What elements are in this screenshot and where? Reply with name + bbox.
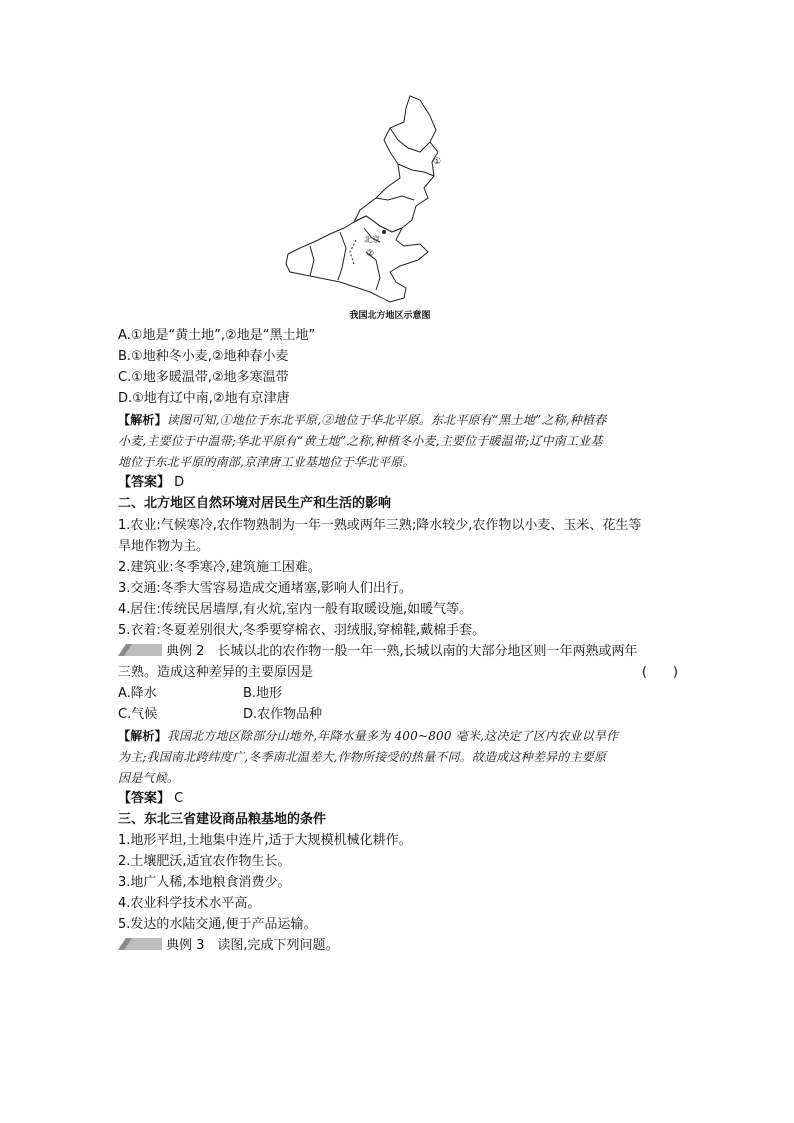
northeast-outline	[354, 96, 438, 232]
analysis-text: 读图可知,①地位于东北平原,②地位于华北平原。东北平原有“黑土地”之称,种植春	[166, 413, 607, 427]
figure-caption: 我国北方地区示意图	[349, 311, 431, 321]
option-d: D.①地有辽中南,②地有京津唐	[118, 391, 290, 406]
section2-item: 旱地作物为主。	[118, 539, 210, 554]
analysis-tag: 【解析】	[118, 413, 167, 427]
section3-title: 三、东北三省建设商品粮基地的条件	[118, 812, 327, 827]
section3-item: 4.农业科学技术水平高。	[118, 896, 261, 911]
province-border	[390, 128, 430, 152]
example-banner-icon	[118, 644, 162, 656]
answer-tag: 【答案】	[118, 475, 171, 490]
north-china-map	[280, 92, 440, 304]
example2-option-b: B.地形	[243, 686, 283, 701]
province-border	[338, 232, 346, 280]
example2-label: 典例 2	[166, 644, 205, 659]
map-label-beijing: 北京	[364, 235, 380, 244]
example-banner-icon	[118, 938, 162, 950]
section3-item: 1.地形平坦,土地集中连片,适于大规模机械化耕作。	[118, 833, 412, 848]
map-label-2: ②	[366, 249, 375, 259]
river	[350, 240, 356, 264]
section2-item: 4.居住:传统民居墙厚,有火炕,室内一般有取暖设施,如暖气等。	[118, 602, 473, 617]
section2-title: 二、北方地区自然环境对居民生产和生活的影响	[118, 496, 392, 511]
north-china-outline	[286, 216, 428, 302]
analysis-line: 小麦,主要位于中温带;华北平原有“黄土地”之称,种植冬小麦,主要位于暖温带;辽中南工业基	[118, 434, 603, 448]
example2-options-row1	[118, 684, 678, 704]
map-label-1: ①	[432, 157, 442, 167]
analysis-line: 地位于东北平原的南部,京津唐工业基地位于华北平原。	[118, 455, 415, 469]
section2-item: 5.衣着:冬夏差别很大,冬季要穿棉衣、羽绒服,穿棉鞋,戴棉手套。	[118, 623, 486, 638]
analysis-line: 为主;我国南北跨纬度广,冬季南北温差大,作物所接受的热量不同。故造成这种差异的主要原	[118, 750, 607, 764]
option-b: B.①地种冬小麦,②地种春小麦	[118, 349, 289, 364]
example2-options-row2	[118, 705, 678, 725]
analysis-1	[118, 410, 678, 430]
section3-item: 5.发达的水陆交通,便于产品运输。	[118, 917, 317, 932]
answer-1	[118, 473, 678, 493]
section3-item: 2.土壤肥沃,适宜农作物生长。	[118, 854, 291, 869]
answer-value: D	[174, 475, 185, 490]
example2-line1: 长城以北的农作物一般一年一熟,长城以南的大部分地区则一年两熟或两年	[217, 644, 638, 659]
analysis-tag: 【解析】	[118, 729, 167, 743]
section2-item: 1.农业:气候寒冷,农作物熟制为一年一熟或两年三熟;降水较少,农作物以小麦、玉米、花生等	[118, 518, 642, 533]
example3-question	[118, 936, 678, 956]
answer-2	[118, 789, 678, 809]
example3-text: 读图,完成下列问题。	[217, 938, 339, 953]
section3-item: 3.地广人稀,本地粮食消费少。	[118, 875, 291, 890]
answer-tag: 【答案】	[118, 791, 171, 806]
analysis-text: 我国北方地区除部分山地外,年降水量多为 400~800 毫米,这决定了区内农业以旱作	[166, 729, 619, 743]
example2-question-2	[118, 663, 678, 683]
example2-option-d: D.农作物品种	[243, 707, 323, 722]
example3-label: 典例 3	[166, 938, 205, 953]
example2-line2: 三熟。造成这种差异的主要原因是	[118, 665, 314, 680]
example2-option-c: C.气候	[118, 707, 158, 722]
answer-blank: ( )	[641, 665, 678, 680]
example2-option-a: A.降水	[118, 686, 157, 701]
province-border	[310, 246, 314, 276]
section2-item: 2.建筑业:冬季寒冷,建筑施工困难。	[118, 560, 321, 575]
section2-item: 3.交通:冬季大雪容易造成交通堵塞,影响人们出行。	[118, 581, 412, 596]
province-border	[398, 164, 434, 176]
analysis-2	[118, 726, 678, 746]
option-a: A.①地是“黄土地”,②地是“黑土地”	[118, 328, 316, 343]
beijing-marker	[382, 230, 386, 234]
example2-question	[118, 642, 678, 662]
analysis-line: 因是气候。	[118, 771, 180, 785]
option-c: C.①地多暖温带,②地多寒温带	[118, 370, 289, 385]
province-border	[376, 196, 414, 200]
answer-value: C	[174, 791, 184, 806]
